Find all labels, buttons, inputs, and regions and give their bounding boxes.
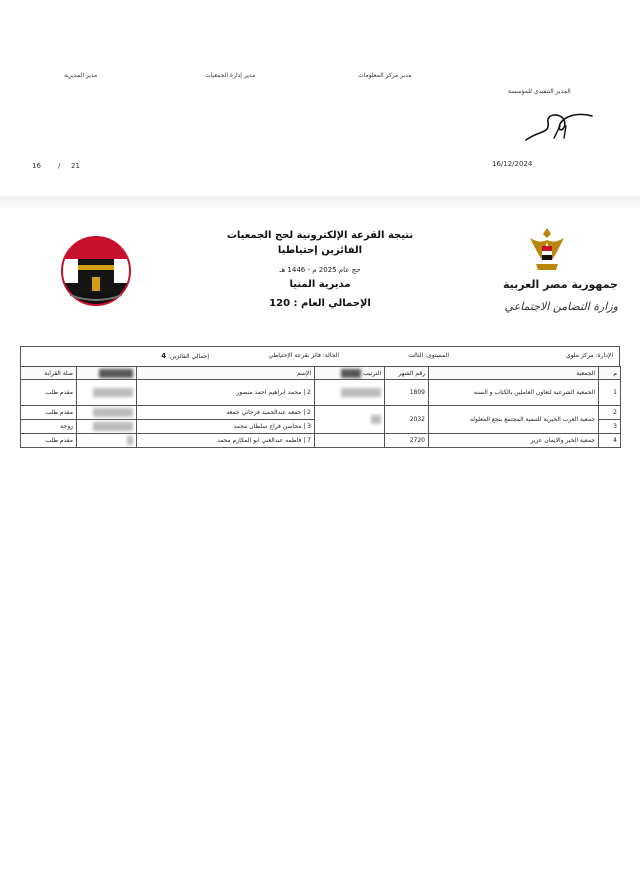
row-name: 2 | جمعه عبدالحميد فرجاني جمعه — [137, 406, 315, 420]
row-order — [315, 434, 385, 448]
row-relation: مقدم طلب — [21, 406, 77, 420]
row-index: 1 — [599, 380, 621, 406]
hajj-kaaba-logo — [60, 225, 132, 317]
col-index: م — [599, 367, 621, 380]
lottery-results-table — [20, 366, 621, 448]
previous-page-footer — [0, 0, 640, 196]
col-reg-no: رقم الشهر — [385, 367, 429, 380]
hajj-season: حج عام 2025 م - 1446 هـ — [279, 266, 361, 274]
table-row — [21, 406, 621, 420]
directorate-name: مديرية المنيا — [289, 279, 351, 290]
row-reg-no: 2720 — [385, 434, 429, 448]
state-name: جمهورية مصر العربية — [503, 278, 618, 291]
row-association: جمعية العرب الخيرية للتنمية المجتمع بنجع المعلوله — [429, 406, 599, 434]
row-name: 2 | محمد ابراهيم احمد منصور — [137, 380, 315, 406]
page-separator-band — [0, 196, 640, 208]
row-redacted — [77, 380, 137, 406]
row-association: جمعية الخير والايمان عزير — [429, 434, 599, 448]
row-redacted — [77, 434, 137, 448]
table-row — [21, 434, 621, 448]
row-order — [315, 380, 385, 406]
row-redacted — [77, 406, 137, 420]
department-info: الإدارة: مركز ملوي — [566, 352, 613, 359]
grand-total-value: 120 — [269, 298, 291, 309]
document-subtitle: الفائزين إحتياطيا — [277, 245, 363, 256]
directorate-director-label: مدير المديرية — [64, 72, 98, 79]
col-redacted — [77, 367, 137, 380]
col-relation: صلة القرابة — [21, 367, 77, 380]
row-relation: مقدم طلب — [21, 380, 77, 406]
info-center-director-label: مدير مركز المعلومات — [358, 72, 412, 79]
level-info: المستوى: الثالث — [408, 352, 449, 359]
executive-director-label: المدير التنفيذي للمؤسسة — [508, 88, 571, 95]
winners-value: 4 — [161, 352, 167, 360]
row-order — [315, 406, 385, 434]
handwritten-signature — [520, 100, 596, 150]
row-relation: مقدم طلب — [21, 434, 77, 448]
lottery-info-row — [20, 346, 620, 366]
page-separator: / — [58, 162, 61, 170]
status-info: الحالة: فائز بقرعة الإحتياطي — [268, 352, 339, 359]
col-name: الإسم — [137, 367, 315, 380]
winners-label: إجمالي الفائزين: — [167, 353, 209, 360]
row-redacted — [77, 420, 137, 434]
table-row — [21, 380, 621, 406]
page-total: 21 — [71, 162, 80, 170]
row-index: 3 — [599, 420, 621, 434]
row-reg-no: 2032 — [385, 406, 429, 434]
winners-info — [161, 352, 209, 360]
signature-date: 16/12/2024 — [492, 160, 533, 168]
row-name: 7 | فاطمه عبدالغني ابو المكارم محمد — [137, 434, 315, 448]
col-association: الجمعية — [429, 367, 599, 380]
ministry-name: وزارة التضامن الاجتماعي — [504, 300, 618, 313]
row-association: الجمعية الشرعية لتعاون العاملين بالكتاب و السنه — [429, 380, 599, 406]
page-current: 16 — [32, 162, 41, 170]
table-header-row — [21, 367, 621, 380]
row-name: 3 | محاسن فراج سلطان محمد — [137, 420, 315, 434]
document-title: نتيجة القرعة الإلكترونية لحج الجمعيات — [226, 230, 414, 241]
col-order: الترتيب — [315, 367, 385, 380]
row-index: 4 — [599, 434, 621, 448]
row-reg-no: 1809 — [385, 380, 429, 406]
egypt-eagle-emblem-icon — [526, 224, 568, 274]
grand-total — [210, 298, 430, 309]
associations-director-label: مدير إدارة الجمعيات — [205, 72, 256, 79]
row-relation: زوجة — [21, 420, 77, 434]
row-index: 2 — [599, 406, 621, 420]
grand-total-label: الإجمالي العام : — [293, 298, 371, 309]
